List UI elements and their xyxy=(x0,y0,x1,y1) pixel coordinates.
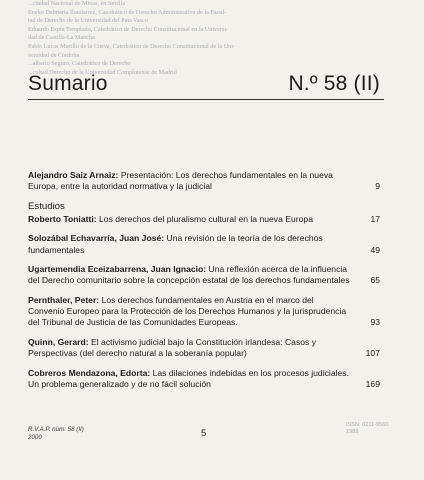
entry-page: 169 xyxy=(365,378,380,389)
bleed-line: ...alberto Seguro, Catedrático de Derecho xyxy=(28,60,131,68)
entry-author: Cobreros Mendazona, Edorta: xyxy=(28,367,151,378)
toc-entry[interactable] xyxy=(28,214,384,225)
entry-author: Pernthaler, Peter: xyxy=(28,294,100,305)
page-header xyxy=(28,72,380,96)
bleed-line: tad de Derecho de la Universidad del País Vasco xyxy=(28,17,148,25)
toc-entry[interactable] xyxy=(28,233,384,255)
bleed-line: ...cultad Derecho de la Universidad Complutense de Madrid xyxy=(28,68,177,76)
bleed-line: Pablo Lucas Murillo de la Cueva, Catedrático de Derecho Constitucional de la Uni- xyxy=(28,42,236,50)
table-of-contents xyxy=(28,170,384,399)
page-title: Sumario xyxy=(28,72,108,95)
entry-author: Solozábal Echavarría, Juan José: xyxy=(28,233,165,244)
bleed-line: Eduardo Espín Templado, Catedrático de Derecho Constitucional en la Universi- xyxy=(28,25,229,33)
bleed-through-footer xyxy=(346,422,389,436)
bleed-line: Eneko Delmaria Ilundarrez, Catedrático de Derecho Administrativo de la Facul- xyxy=(28,8,227,16)
toc-entry[interactable] xyxy=(28,264,384,286)
toc-entry[interactable] xyxy=(28,368,384,390)
bleed-line: versidad de Córdoba xyxy=(28,51,80,59)
entry-page: 9 xyxy=(375,181,380,192)
entry-title: Una revisión de la teoría de los derechos fundamentales xyxy=(28,233,323,255)
entry-page: 93 xyxy=(370,317,380,328)
entry-title: Presentación: Los derechos fundamentales en la nueva Europa, entre la autoridad normativa y la judicial xyxy=(28,170,333,192)
bleed-line: ISSN: 0211-9560 xyxy=(346,422,389,428)
entry-title: Una reflexión acerca de la influencia del Derecho comunitario sobre la concepción estatal de los derechos fundamentales xyxy=(28,264,350,286)
bleed-line: 1989 xyxy=(346,429,359,435)
bleed-line: ...ciudad Nacional de Minas, en Sevilla xyxy=(28,0,126,7)
entry-author: Roberto Toniatti: xyxy=(28,213,97,224)
page-number: 5 xyxy=(201,428,207,439)
toc-entry-intro[interactable] xyxy=(28,170,384,192)
entry-author: Alejandro Saiz Arnaiz: xyxy=(28,170,119,180)
journal-footer xyxy=(28,426,84,441)
header-rule xyxy=(28,99,384,100)
entry-page: 17 xyxy=(370,213,380,224)
section-heading-estudios: Estudios xyxy=(28,200,65,212)
journal-year: 2000 xyxy=(28,433,42,441)
toc-entry[interactable] xyxy=(28,337,384,359)
entry-author: Quinn, Gerard: xyxy=(28,336,89,347)
journal-citation: R.V.A.P. núm. 58 (II) xyxy=(28,426,84,433)
issue-number: N.º 58 (II) xyxy=(288,72,380,95)
entry-title: Los derechos del pluralismo cultural en la nueva Europa xyxy=(98,213,313,224)
entry-page: 107 xyxy=(365,348,380,359)
entry-title: Los derechos fundamentales en Austria en el marco del Convenio Europeo para la Protección de los Derechos Humanos y la jurisprudencia del Tribunal de Justicia de las Comunidades Europeas. xyxy=(28,294,347,328)
toc-entry[interactable] xyxy=(28,295,384,329)
bleed-through-text xyxy=(28,0,388,77)
entry-author: Ugartemendia Eceizabarrena, Juan Ignacio: xyxy=(28,264,207,275)
bleed-line: dad de Castilla-La Mancha xyxy=(28,34,95,42)
entry-page: 65 xyxy=(370,275,380,286)
entry-title: El activismo judicial bajo la Constitución irlandesa: Casos y Perspectivas (del derecho natural a la soberanía popular) xyxy=(28,336,317,359)
entry-title: Las dilaciones indebidas en los procesos judiciales. Un problema generalizado y de no fácil solución xyxy=(28,367,349,389)
entry-page: 49 xyxy=(370,244,380,255)
